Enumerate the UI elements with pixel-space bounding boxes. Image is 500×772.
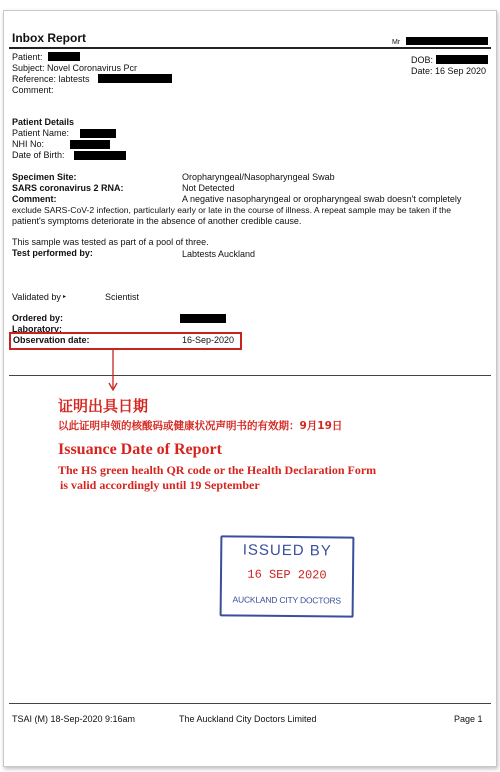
redacted-dob <box>436 55 488 64</box>
redacted-reference <box>98 74 172 83</box>
report-date: Date: 16 Sep 2020 <box>411 66 487 76</box>
comment-line: Comment: <box>12 85 54 95</box>
observation-date-label: Observation date: <box>13 335 90 345</box>
redacted-patient <box>48 52 80 61</box>
stamp-line-issued: ISSUED BY <box>242 541 332 560</box>
validated-marker: ▸ <box>63 294 67 300</box>
stamp-line-date: 16 SEP 2020 <box>247 567 327 583</box>
patient-details-heading: Patient Details <box>12 117 75 127</box>
subject-line: Subject: Novel Coronavirus Pcr <box>12 63 138 73</box>
dob-label: DOB: <box>411 55 434 65</box>
footer-divider <box>9 703 491 704</box>
pool-note: This sample was tested as part of a pool of three. <box>12 237 209 247</box>
redacted-patient-name <box>80 129 116 138</box>
annotation-en-line1: The HS green health QR code or the Health Declaration Form <box>58 463 377 477</box>
rna-label: SARS coronavirus 2 RNA: <box>12 183 124 193</box>
validated-by-label: Validated by <box>12 292 61 302</box>
mr-label: Mr <box>392 39 401 46</box>
arrow-down-icon <box>106 350 120 394</box>
test-performed-label: Test performed by: <box>12 248 93 258</box>
result-comment-label: Comment: <box>12 194 57 204</box>
issued-by-stamp <box>220 535 355 617</box>
annotation-en-line2: is valid accordingly until 19 September <box>60 478 260 492</box>
specimen-value: Oropharyngeal/Nasopharyngeal Swab <box>182 172 335 182</box>
footer-center: The Auckland City Doctors Limited <box>179 714 317 724</box>
result-comment-line3: patient's symptoms deteriorate in the absence of another credible cause. <box>12 216 302 226</box>
footer-page: Page 1 <box>454 714 483 724</box>
redacted-date-of-birth <box>74 151 126 160</box>
annotation-en-title: Issuance Date of Report <box>58 441 222 458</box>
rna-value: Not Detected <box>182 183 235 193</box>
patient-label: Patient: <box>12 52 43 62</box>
redacted-nhi <box>70 140 110 149</box>
test-performed-value: Labtests Auckland <box>182 249 256 259</box>
annotation-cn-title: 证明出具日期 <box>58 397 149 415</box>
report-page <box>3 10 497 767</box>
laboratory-label: Laboratory: <box>12 324 63 334</box>
report-title: Inbox Report <box>12 31 86 45</box>
redacted-ordered-by <box>180 314 226 323</box>
specimen-label: Specimen Site: <box>12 172 77 182</box>
header-divider <box>9 47 491 49</box>
ordered-by-label: Ordered by: <box>12 313 64 323</box>
footer-left: TSAI (M) 18-Sep-2020 9:16am <box>12 714 136 724</box>
observation-date-value: 16-Sep-2020 <box>182 335 235 345</box>
annotation-cn-text: 以此证明申领的核酸码或健康状况声明书的有效期：9月19日 <box>58 420 343 432</box>
validated-by-value: Scientist <box>105 292 140 302</box>
section-divider <box>9 375 491 376</box>
result-comment-line2: exclude SARS-CoV-2 infection, particularly early or late in the course of illness. A repeat sample may be taken if the <box>12 205 451 215</box>
reference-line: Reference: labtests <box>12 74 90 84</box>
redacted-patient-name-header <box>406 37 488 45</box>
stamp-line-clinic: AUCKLAND CITY DOCTORS <box>232 594 341 606</box>
patient-name-label: Patient Name: <box>12 128 70 138</box>
result-comment-line1: A negative nasopharyngeal or oropharyngeal swab doesn't completely <box>182 194 462 204</box>
dob-details-label: Date of Birth: <box>12 150 65 160</box>
nhi-label: NHI No: <box>12 139 45 149</box>
